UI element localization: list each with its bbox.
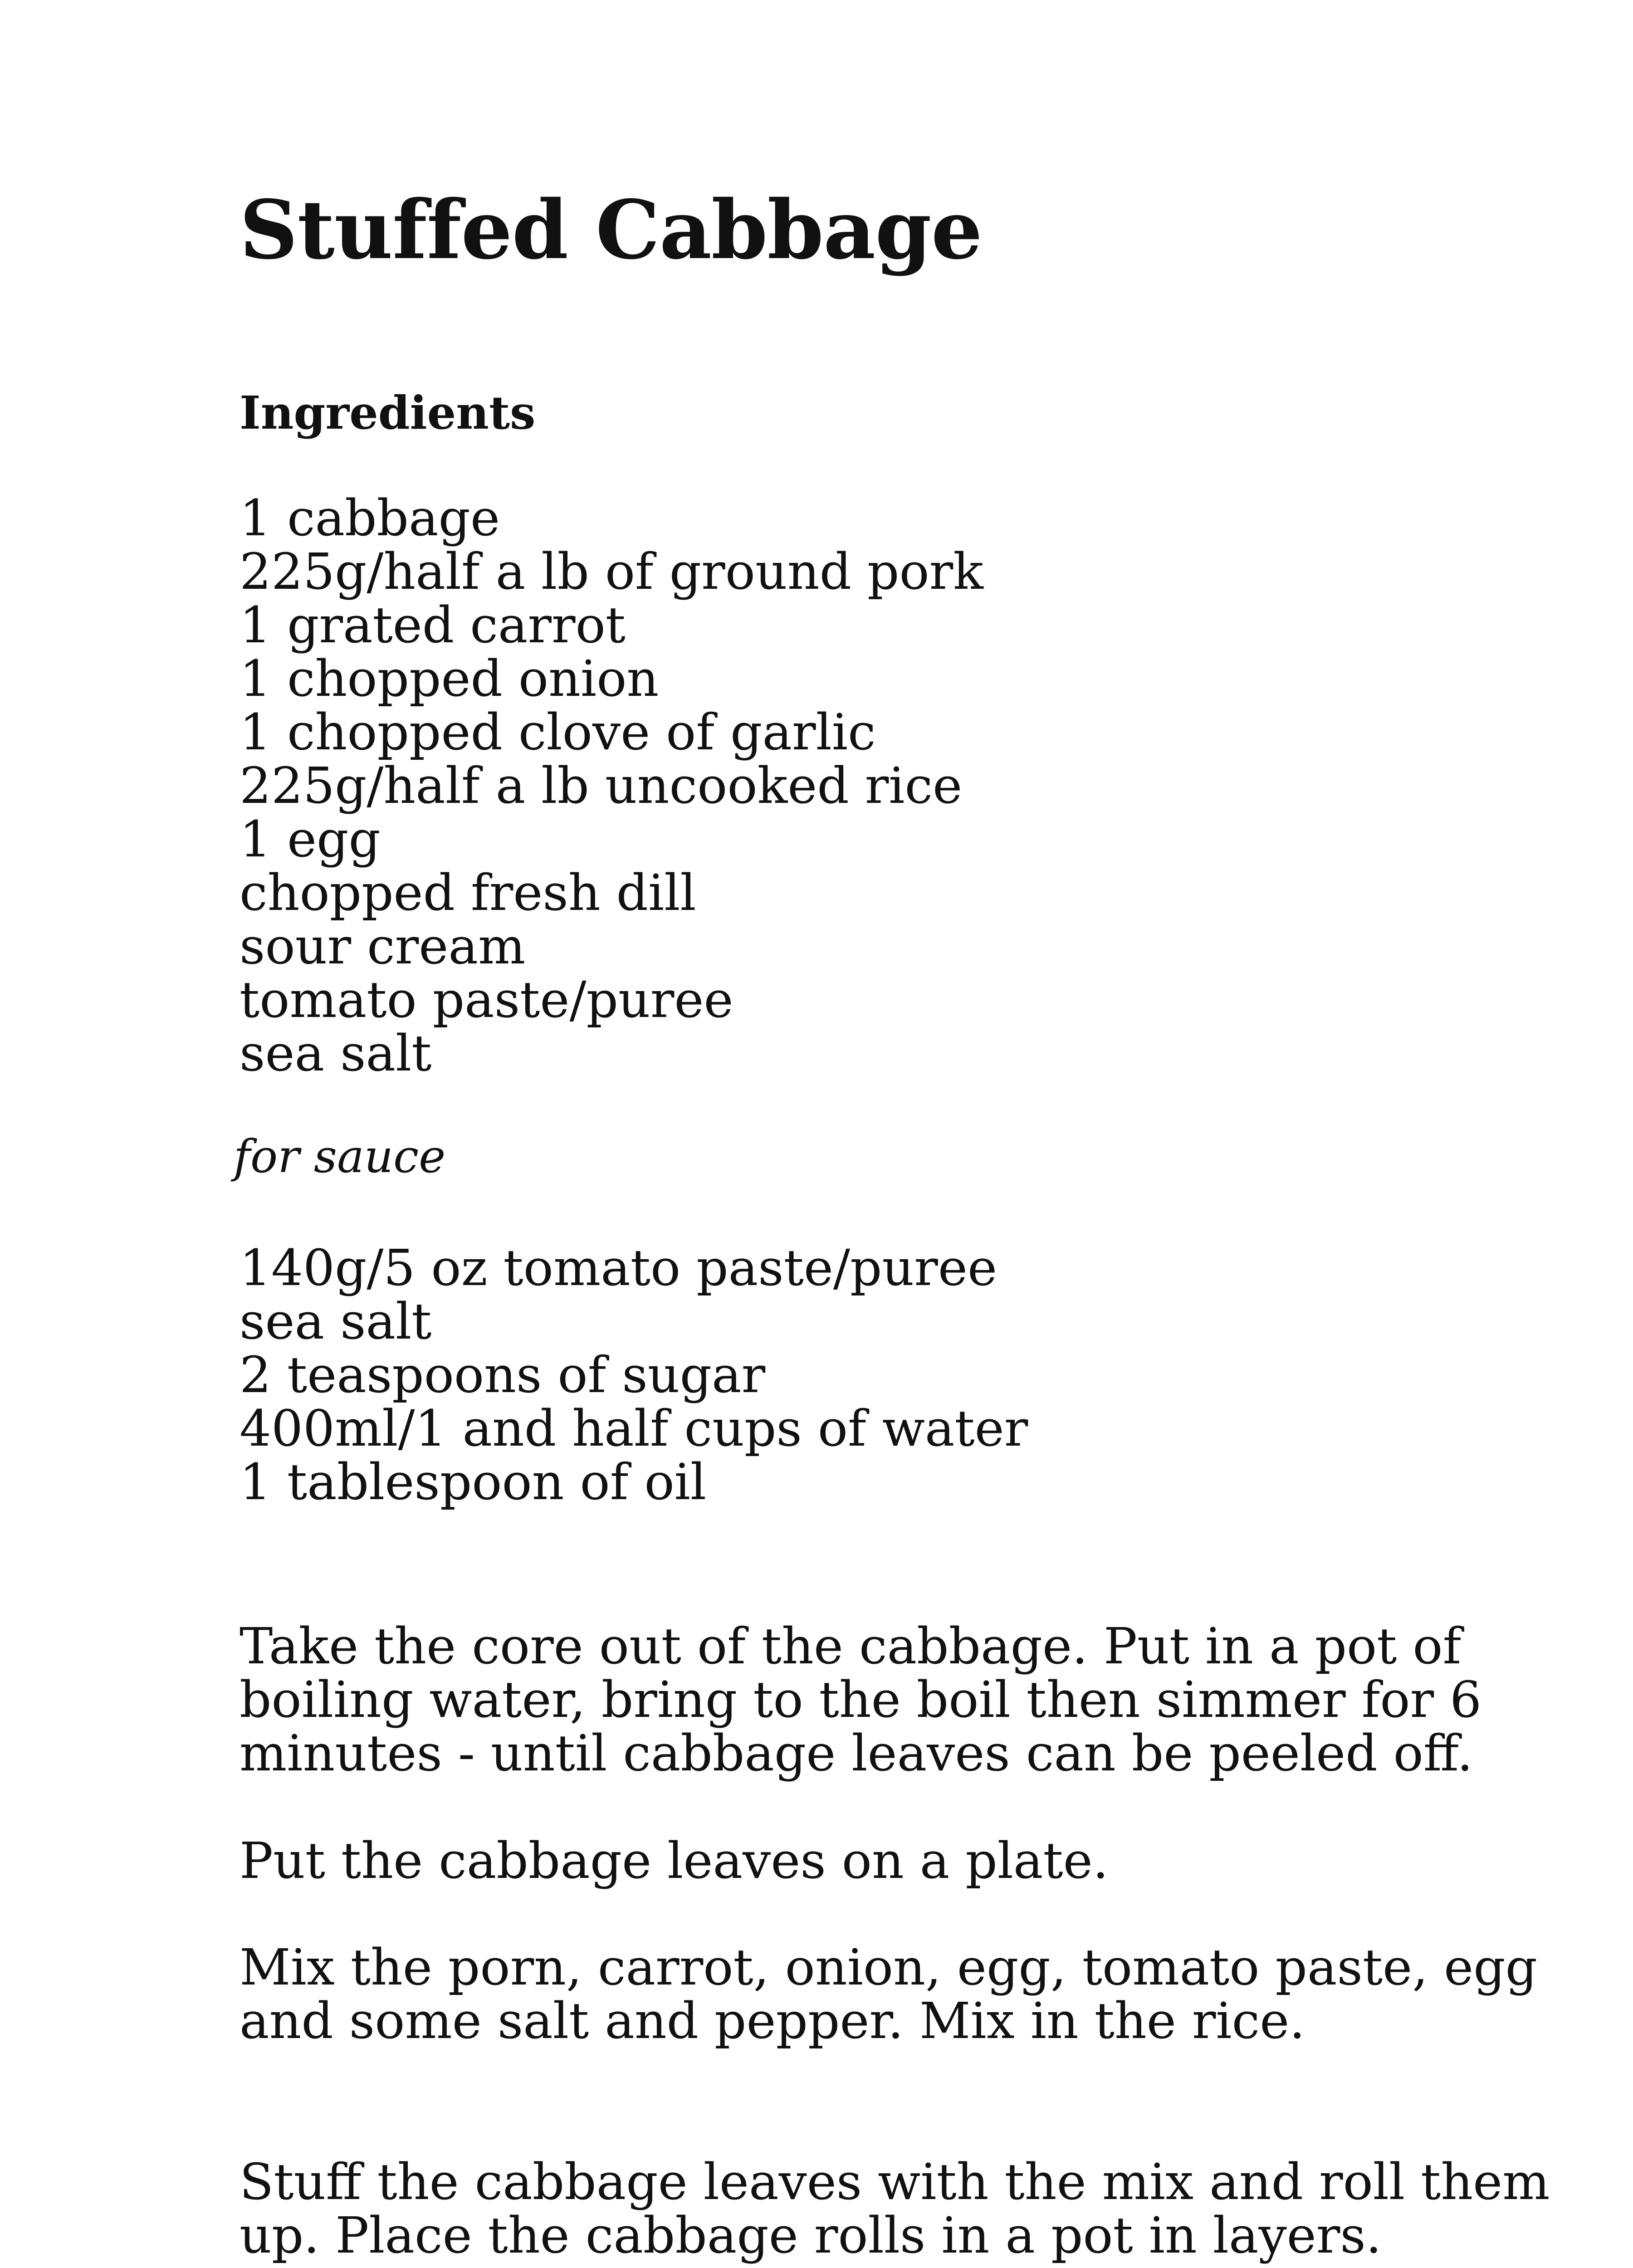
instruction-line: Mix the porn, carrot, onion, egg, tomato paste, egg	[240, 1938, 1538, 1996]
ingredient-item: 1 egg	[240, 810, 381, 868]
instruction-paragraph	[240, 1938, 1538, 2050]
instruction-line: minutes - until cabbage leaves can be peeled off.	[240, 1724, 1473, 1782]
instruction-line: up. Place the cabbage rolls in a pot in layers.	[240, 2206, 1382, 2264]
instruction-line: boiling water, bring to the boil then simmer for 6	[240, 1671, 1482, 1729]
instruction-paragraph	[240, 1619, 1481, 1780]
ingredient-item: sea salt	[240, 1024, 432, 1082]
instruction-line: Put the cabbage leaves on a plate.	[240, 1832, 1109, 1890]
sauce-heading: for sauce	[234, 1130, 446, 1183]
ingredient-item: 1 chopped clove of garlic	[240, 703, 876, 761]
ingredients-list	[240, 491, 983, 1080]
ingredient-item: 1 grated carrot	[240, 596, 626, 654]
sauce-ingredient-item: 140g/5 oz tomato paste/puree	[240, 1239, 997, 1297]
ingredient-item: 1 cabbage	[240, 489, 500, 547]
ingredient-item: 225g/half a lb uncooked rice	[240, 757, 963, 815]
ingredient-item: 225g/half a lb of ground pork	[240, 543, 983, 601]
ingredients-heading: Ingredients	[240, 386, 536, 440]
instruction-line: and some salt and pepper. Mix in the rice.	[240, 1992, 1305, 2050]
sauce-ingredient-item: 1 tablespoon of oil	[240, 1453, 707, 1511]
ingredient-item: sour cream	[240, 917, 526, 975]
ingredient-item: chopped fresh dill	[240, 864, 696, 922]
instruction-line: Stuff the cabbage leaves with the mix and roll them	[240, 2153, 1550, 2211]
instruction-line: Take the core out of the cabbage. Put in a pot of	[240, 1617, 1462, 1675]
ingredient-item: 1 chopped onion	[240, 650, 659, 708]
sauce-ingredient-item: sea salt	[240, 1292, 432, 1350]
sauce-ingredient-item: 2 teaspoons of sugar	[240, 1346, 766, 1404]
ingredient-item: tomato paste/puree	[240, 971, 733, 1029]
page-title: Stuffed Cabbage	[240, 182, 982, 277]
instruction-paragraph	[240, 1832, 1109, 1890]
instruction-paragraph	[240, 2155, 1550, 2262]
sauce-ingredient-item: 400ml/1 and half cups of water	[240, 1399, 1028, 1457]
sauce-ingredients-list	[240, 1241, 1028, 1509]
